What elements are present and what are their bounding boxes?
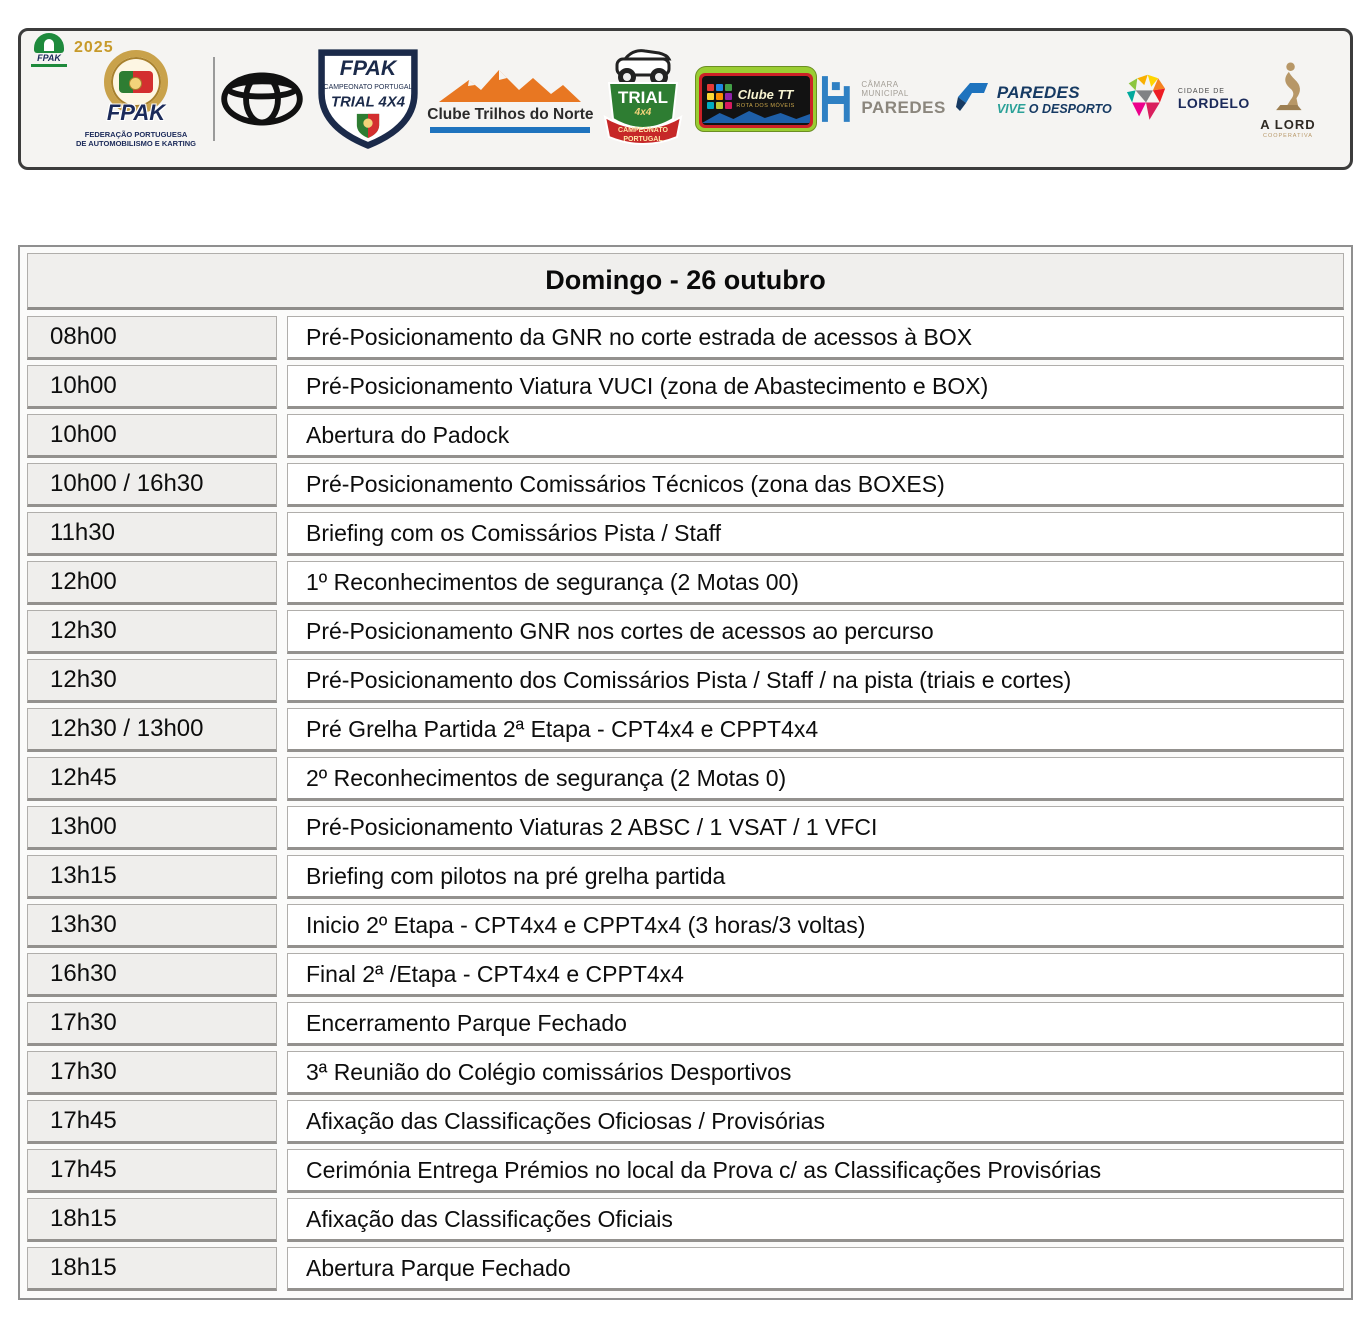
- time-cell: 10h00: [27, 414, 277, 458]
- fpak-corner-bar: [31, 64, 67, 67]
- svg-text:PORTUGAL: PORTUGAL: [623, 136, 664, 143]
- time-cell: 13h15: [27, 855, 277, 899]
- activity-cell: 1º Reconhecimentos de segurança (2 Motas 00): [287, 561, 1344, 605]
- time-cell: 17h45: [27, 1149, 277, 1193]
- schedule-row: [27, 757, 1344, 801]
- lordelo-line1-label: CIDADE DE: [1177, 87, 1225, 95]
- paredes-desporto-glyph-icon: [956, 81, 990, 117]
- activity-cell: Pré Grelha Partida 2ª Etapa - CPT4x4 e CPPT4x4: [287, 708, 1344, 752]
- schedule-title: Domingo - 26 outubro: [27, 253, 1344, 310]
- time-cell: 12h30: [27, 610, 277, 654]
- trial-badge-icon: [595, 45, 691, 153]
- time-cell: 12h45: [27, 757, 277, 801]
- clube-tt-mountains-icon: [702, 109, 810, 123]
- schedule-row: [27, 463, 1344, 507]
- activity-cell: 3ª Reunião do Colégio comissários Desportivos: [287, 1051, 1344, 1095]
- activity-cell: Afixação das Classificações Oficiais: [287, 1198, 1344, 1242]
- clube-trilhos-norte-logo: [427, 66, 594, 133]
- season-year-label: 2025: [74, 39, 114, 56]
- activity-cell: Pré-Posicionamento Comissários Técnicos (zona das BOXES): [287, 463, 1344, 507]
- schedule-row: [27, 855, 1344, 899]
- clube-tt-plate-frame: [699, 73, 813, 128]
- cm-paredes-line2-label: PAREDES: [861, 98, 946, 117]
- time-cell: 17h45: [27, 1100, 277, 1144]
- fpak-arch-icon: [34, 33, 64, 53]
- time-cell: 16h30: [27, 953, 277, 997]
- fpak-wordmark: FPAK: [106, 100, 166, 125]
- time-cell: 10h00: [27, 365, 277, 409]
- activity-cell: Abertura do Padock: [287, 414, 1344, 458]
- paredes-desporto-subtitle-label: VIVE O DESPORTO: [996, 101, 1112, 116]
- time-cell: 18h15: [27, 1247, 277, 1291]
- activity-cell: Pré-Posicionamento dos Comissários Pista / Staff / na pista (triais e cortes): [287, 659, 1344, 703]
- championship-shield-icon: [312, 47, 424, 151]
- fpak-2025-corner-logo: [29, 33, 114, 67]
- alord-figure-icon: [1271, 60, 1305, 116]
- fpak-corner-icon: [29, 33, 69, 67]
- schedule-row: [27, 1247, 1344, 1291]
- clube-tt-grid-icon: [707, 84, 732, 109]
- schedule-table: [18, 245, 1353, 1300]
- sponsor-logo-bar: [18, 28, 1353, 170]
- toyota-logo: [217, 71, 307, 127]
- activity-cell: 2º Reconhecimentos de segurança (2 Motas 0): [287, 757, 1344, 801]
- activity-cell: Briefing com os Comissários Pista / Staff: [287, 512, 1344, 556]
- clube-tt-plate: [702, 76, 810, 125]
- schedule-row: [27, 953, 1344, 997]
- schedule-row: [27, 316, 1344, 360]
- schedule-row: [27, 1051, 1344, 1095]
- schedule-row: [27, 561, 1344, 605]
- svg-text:4x4: 4x4: [635, 107, 652, 118]
- cidade-de-lordelo-logo: [1120, 71, 1250, 127]
- time-cell: 12h30: [27, 659, 277, 703]
- schedule-row: [27, 708, 1344, 752]
- activity-cell: Briefing com pilotos na pré grelha partida: [287, 855, 1344, 899]
- paredes-chair-icon: [818, 74, 854, 124]
- svg-text:TRIAL: TRIAL: [618, 88, 669, 107]
- time-cell: 08h00: [27, 316, 277, 360]
- activity-cell: Final 2ª /Etapa - CPT4x4 e CPPT4x4: [287, 953, 1344, 997]
- fpak-trial-shield-logo: [309, 47, 427, 151]
- paredes-vive-desporto-logo: [950, 81, 1118, 117]
- lordelo-line2-label: LORDELO: [1177, 94, 1250, 111]
- schedule-row: [27, 1149, 1344, 1193]
- offroad-truck-icon: [617, 51, 669, 86]
- clube-tt-subtitle-label: ROTA DOS MÓVEIS: [736, 102, 795, 109]
- schedule-row: [27, 1002, 1344, 1046]
- schedule-row: [27, 610, 1344, 654]
- logo-divider: [213, 57, 215, 141]
- activity-cell: Encerramento Parque Fechado: [287, 1002, 1344, 1046]
- time-cell: 11h30: [27, 512, 277, 556]
- activity-cell: Pré-Posicionamento da GNR no corte estrada de acessos à BOX: [287, 316, 1344, 360]
- schedule-row: [27, 659, 1344, 703]
- time-cell: 10h00 / 16h30: [27, 463, 277, 507]
- schedule-row: [27, 806, 1344, 850]
- alord-name-label: A LORD: [1260, 116, 1316, 132]
- fpak-corner-label: FPAK: [37, 53, 61, 63]
- activity-cell: Pré-Posicionamento Viatura VUCI (zona de Abastecimento e BOX): [287, 365, 1344, 409]
- svg-text:TRIAL 4X4: TRIAL 4X4: [331, 94, 406, 111]
- schedule-row: [27, 904, 1344, 948]
- activity-cell: Abertura Parque Fechado: [287, 1247, 1344, 1291]
- schedule-rows: [27, 316, 1344, 1291]
- activity-cell: Inicio 2º Etapa - CPT4x4 e CPPT4x4 (3 horas/3 voltas): [287, 904, 1344, 948]
- schedule-row: [27, 512, 1344, 556]
- schedule-row: [27, 1198, 1344, 1242]
- paredes-desporto-title-label: PAREDES: [996, 82, 1080, 102]
- time-cell: 12h30 / 13h00: [27, 708, 277, 752]
- time-cell: 13h30: [27, 904, 277, 948]
- clube-tt-name-label: Clube TT: [737, 86, 794, 102]
- mountains-icon: [435, 66, 585, 104]
- clube-tt-logo: [696, 67, 816, 131]
- toyota-emblem-icon: [220, 71, 304, 127]
- activity-cell: Afixação das Classificações Oficiosas / Provisórias: [287, 1100, 1344, 1144]
- svg-text:FPAK: FPAK: [340, 55, 397, 80]
- schedule-row: [27, 1100, 1344, 1144]
- a-lord-logo: [1252, 60, 1324, 139]
- time-cell: 17h30: [27, 1051, 277, 1095]
- alord-subtitle-label: COOPERATIVA: [1262, 132, 1313, 139]
- svg-text:CAMPEONATO: CAMPEONATO: [618, 127, 669, 134]
- time-cell: 12h00: [27, 561, 277, 605]
- schedule-row: [27, 365, 1344, 409]
- time-cell: 13h00: [27, 806, 277, 850]
- schedule-row: [27, 414, 1344, 458]
- cm-paredes-line1-label: CÂMARA MUNICIPAL: [861, 80, 909, 98]
- trilhos-underline-bar: [430, 127, 590, 133]
- camara-municipal-paredes-logo: [818, 74, 948, 124]
- activity-cell: Pré-Posicionamento GNR nos cortes de acessos ao percurso: [287, 610, 1344, 654]
- activity-cell: Cerimónia Entrega Prémios no local da Prova c/ as Classificações Provisórias: [287, 1149, 1344, 1193]
- svg-text:CAMPEONATO PORTUGAL: CAMPEONATO PORTUGAL: [323, 83, 413, 91]
- time-cell: 17h30: [27, 1002, 277, 1046]
- activity-cell: Pré-Posicionamento Viaturas 2 ABSC / 1 VSAT / 1 VFCI: [287, 806, 1344, 850]
- trial-campeonato-badge-logo: [593, 45, 693, 153]
- fpak-subtitle: FEDERAÇÃO PORTUGUESA DE AUTOMOBILISMO E KARTING: [76, 130, 196, 148]
- trilhos-name-label: Clube Trilhos do Norte: [427, 105, 594, 123]
- time-cell: 18h15: [27, 1198, 277, 1242]
- lordelo-polygon-icon: [1120, 71, 1172, 127]
